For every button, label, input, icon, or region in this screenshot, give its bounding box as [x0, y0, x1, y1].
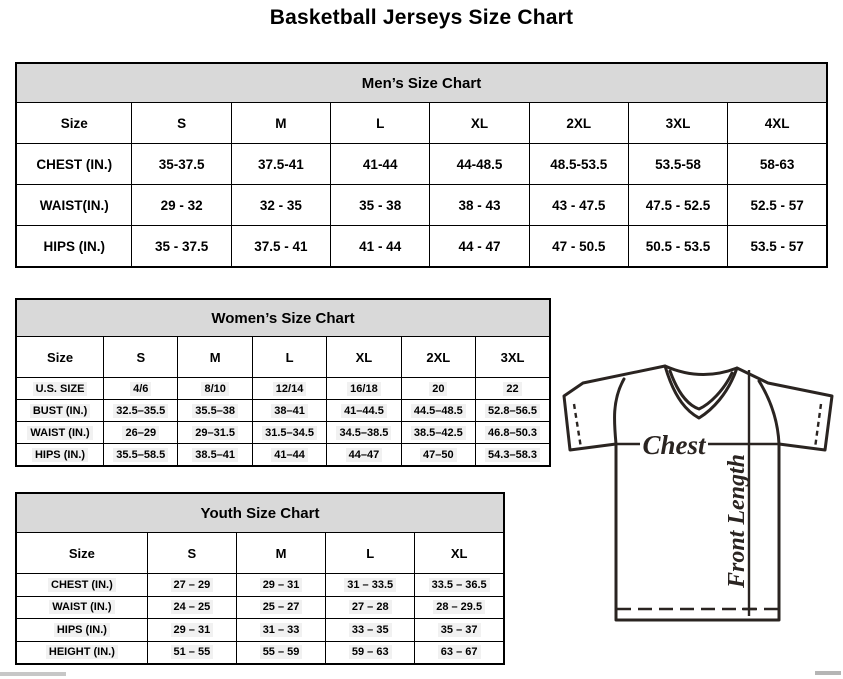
- horizontal-scrollbar-thumb-right[interactable]: [815, 671, 841, 675]
- table-title-row: [16, 493, 504, 533]
- row-label: CHEST (IN.): [16, 144, 132, 185]
- row-label: U.S. SIZE: [16, 378, 104, 400]
- table-cell: 47–50: [401, 444, 475, 467]
- column-header: 4XL: [728, 103, 827, 144]
- table-title: Women’s Size Chart: [16, 299, 550, 337]
- table-cell: 29 – 31: [147, 619, 236, 642]
- table-cell: 41–44: [252, 444, 326, 467]
- column-header: Size: [16, 103, 132, 144]
- table-cell: 25 – 27: [236, 596, 325, 619]
- column-header-row: [16, 337, 550, 378]
- column-header: L: [331, 103, 430, 144]
- page-title: Basketball Jerseys Size Chart: [269, 6, 574, 29]
- table-cell: 50.5 - 53.5: [628, 226, 727, 268]
- table-cell: 48.5-53.5: [529, 144, 628, 185]
- column-header: S: [104, 337, 178, 378]
- youth-size-chart-section: [15, 492, 505, 665]
- table-cell: 38.5–41: [178, 444, 252, 467]
- table-cell: 41 - 44: [331, 226, 430, 268]
- table-cell: 35 – 37: [415, 619, 504, 642]
- column-header: Size: [16, 337, 104, 378]
- table-cell: 38.5–42.5: [401, 422, 475, 444]
- column-header: XL: [327, 337, 401, 378]
- womens-size-chart-section: [15, 298, 551, 467]
- table-cell: 37.5-41: [231, 144, 330, 185]
- table-cell: 58-63: [728, 144, 827, 185]
- table-cell: 59 – 63: [326, 641, 415, 664]
- row-label: HEIGHT (IN.): [16, 641, 147, 664]
- column-header: Size: [16, 533, 147, 574]
- table-row: [16, 444, 550, 467]
- table-cell: 44-48.5: [430, 144, 529, 185]
- column-header: S: [132, 103, 231, 144]
- column-header: M: [236, 533, 325, 574]
- table-cell: 53.5-58: [628, 144, 727, 185]
- table-cell: 41-44: [331, 144, 430, 185]
- table-cell: 27 – 29: [147, 574, 236, 597]
- table-cell: 29 – 31: [236, 574, 325, 597]
- table-cell: 31 – 33.5: [326, 574, 415, 597]
- row-label: CHEST (IN.): [16, 574, 147, 597]
- table-row: [16, 226, 827, 268]
- table-cell: 52.5 - 57: [728, 185, 827, 226]
- table-title: Youth Size Chart: [16, 493, 504, 533]
- column-header: S: [147, 533, 236, 574]
- table-cell: 47 - 50.5: [529, 226, 628, 268]
- table-cell: 16/18: [327, 378, 401, 400]
- column-header: 3XL: [476, 337, 550, 378]
- table-cell: 52.8–56.5: [476, 400, 550, 422]
- table-cell: 33 – 35: [326, 619, 415, 642]
- table-cell: 32 - 35: [231, 185, 330, 226]
- table-cell: 35 - 37.5: [132, 226, 231, 268]
- table-row: [16, 185, 827, 226]
- table-cell: 38 - 43: [430, 185, 529, 226]
- row-label: HIPS (IN.): [16, 444, 104, 467]
- column-header: 3XL: [628, 103, 727, 144]
- table-cell: 29 - 32: [132, 185, 231, 226]
- table-cell: 43 - 47.5: [529, 185, 628, 226]
- horizontal-scrollbar-thumb-left[interactable]: [0, 672, 66, 676]
- column-header: M: [231, 103, 330, 144]
- table-cell: 22: [476, 378, 550, 400]
- column-header: M: [178, 337, 252, 378]
- table-title: Men’s Size Chart: [16, 63, 827, 103]
- row-label: WAIST(IN.): [16, 185, 132, 226]
- table-row: [16, 400, 550, 422]
- row-label: HIPS (IN.): [16, 226, 132, 268]
- front-length-label: Front Length: [724, 453, 750, 589]
- table-cell: 53.5 - 57: [728, 226, 827, 268]
- table-cell: 44–47: [327, 444, 401, 467]
- chest-label: Chest: [642, 430, 706, 460]
- table-cell: 31.5–34.5: [252, 422, 326, 444]
- table-cell: 8/10: [178, 378, 252, 400]
- table-cell: 35.5–38: [178, 400, 252, 422]
- column-header: L: [326, 533, 415, 574]
- column-header: 2XL: [529, 103, 628, 144]
- table-title-row: [16, 299, 550, 337]
- table-cell: 44.5–48.5: [401, 400, 475, 422]
- table-row: [16, 641, 504, 664]
- table-cell: 35 - 38: [331, 185, 430, 226]
- table-cell: 46.8–50.3: [476, 422, 550, 444]
- jersey-measurement-diagram: [560, 358, 840, 630]
- row-label: WAIST (IN.): [16, 596, 147, 619]
- table-cell: 12/14: [252, 378, 326, 400]
- column-header: XL: [430, 103, 529, 144]
- table-cell: 41–44.5: [327, 400, 401, 422]
- table-cell: 20: [401, 378, 475, 400]
- table-row: [16, 378, 550, 400]
- table-row: [16, 144, 827, 185]
- table-cell: 28 – 29.5: [415, 596, 504, 619]
- table-cell: 35-37.5: [132, 144, 231, 185]
- table-cell: 34.5–38.5: [327, 422, 401, 444]
- mens-size-table: [15, 62, 828, 268]
- table-cell: 47.5 - 52.5: [628, 185, 727, 226]
- table-cell: 37.5 - 41: [231, 226, 330, 268]
- table-cell: 44 - 47: [430, 226, 529, 268]
- table-cell: 33.5 – 36.5: [415, 574, 504, 597]
- table-cell: 63 – 67: [415, 641, 504, 664]
- column-header: 2XL: [401, 337, 475, 378]
- table-cell: 29–31.5: [178, 422, 252, 444]
- table-cell: 35.5–58.5: [104, 444, 178, 467]
- table-cell: 38–41: [252, 400, 326, 422]
- table-cell: 4/6: [104, 378, 178, 400]
- table-row: [16, 422, 550, 444]
- table-cell: 27 – 28: [326, 596, 415, 619]
- table-cell: 55 – 59: [236, 641, 325, 664]
- row-label: WAIST (IN.): [16, 422, 104, 444]
- row-label: HIPS (IN.): [16, 619, 147, 642]
- column-header: XL: [415, 533, 504, 574]
- table-cell: 24 – 25: [147, 596, 236, 619]
- table-cell: 32.5–35.5: [104, 400, 178, 422]
- mens-size-chart-section: [15, 62, 828, 268]
- table-cell: 31 – 33: [236, 619, 325, 642]
- table-title-row: [16, 63, 827, 103]
- table-row: [16, 619, 504, 642]
- jersey-outline: [564, 366, 832, 620]
- column-header-row: [16, 533, 504, 574]
- column-header: L: [252, 337, 326, 378]
- column-header-row: [16, 103, 827, 144]
- table-row: [16, 574, 504, 597]
- row-label: BUST (IN.): [16, 400, 104, 422]
- table-row: [16, 596, 504, 619]
- table-cell: 54.3–58.3: [476, 444, 550, 467]
- womens-size-table: [15, 298, 551, 467]
- youth-size-table: [15, 492, 505, 665]
- jersey-diagram-svg: [560, 358, 840, 630]
- table-cell: 26–29: [104, 422, 178, 444]
- table-cell: 51 – 55: [147, 641, 236, 664]
